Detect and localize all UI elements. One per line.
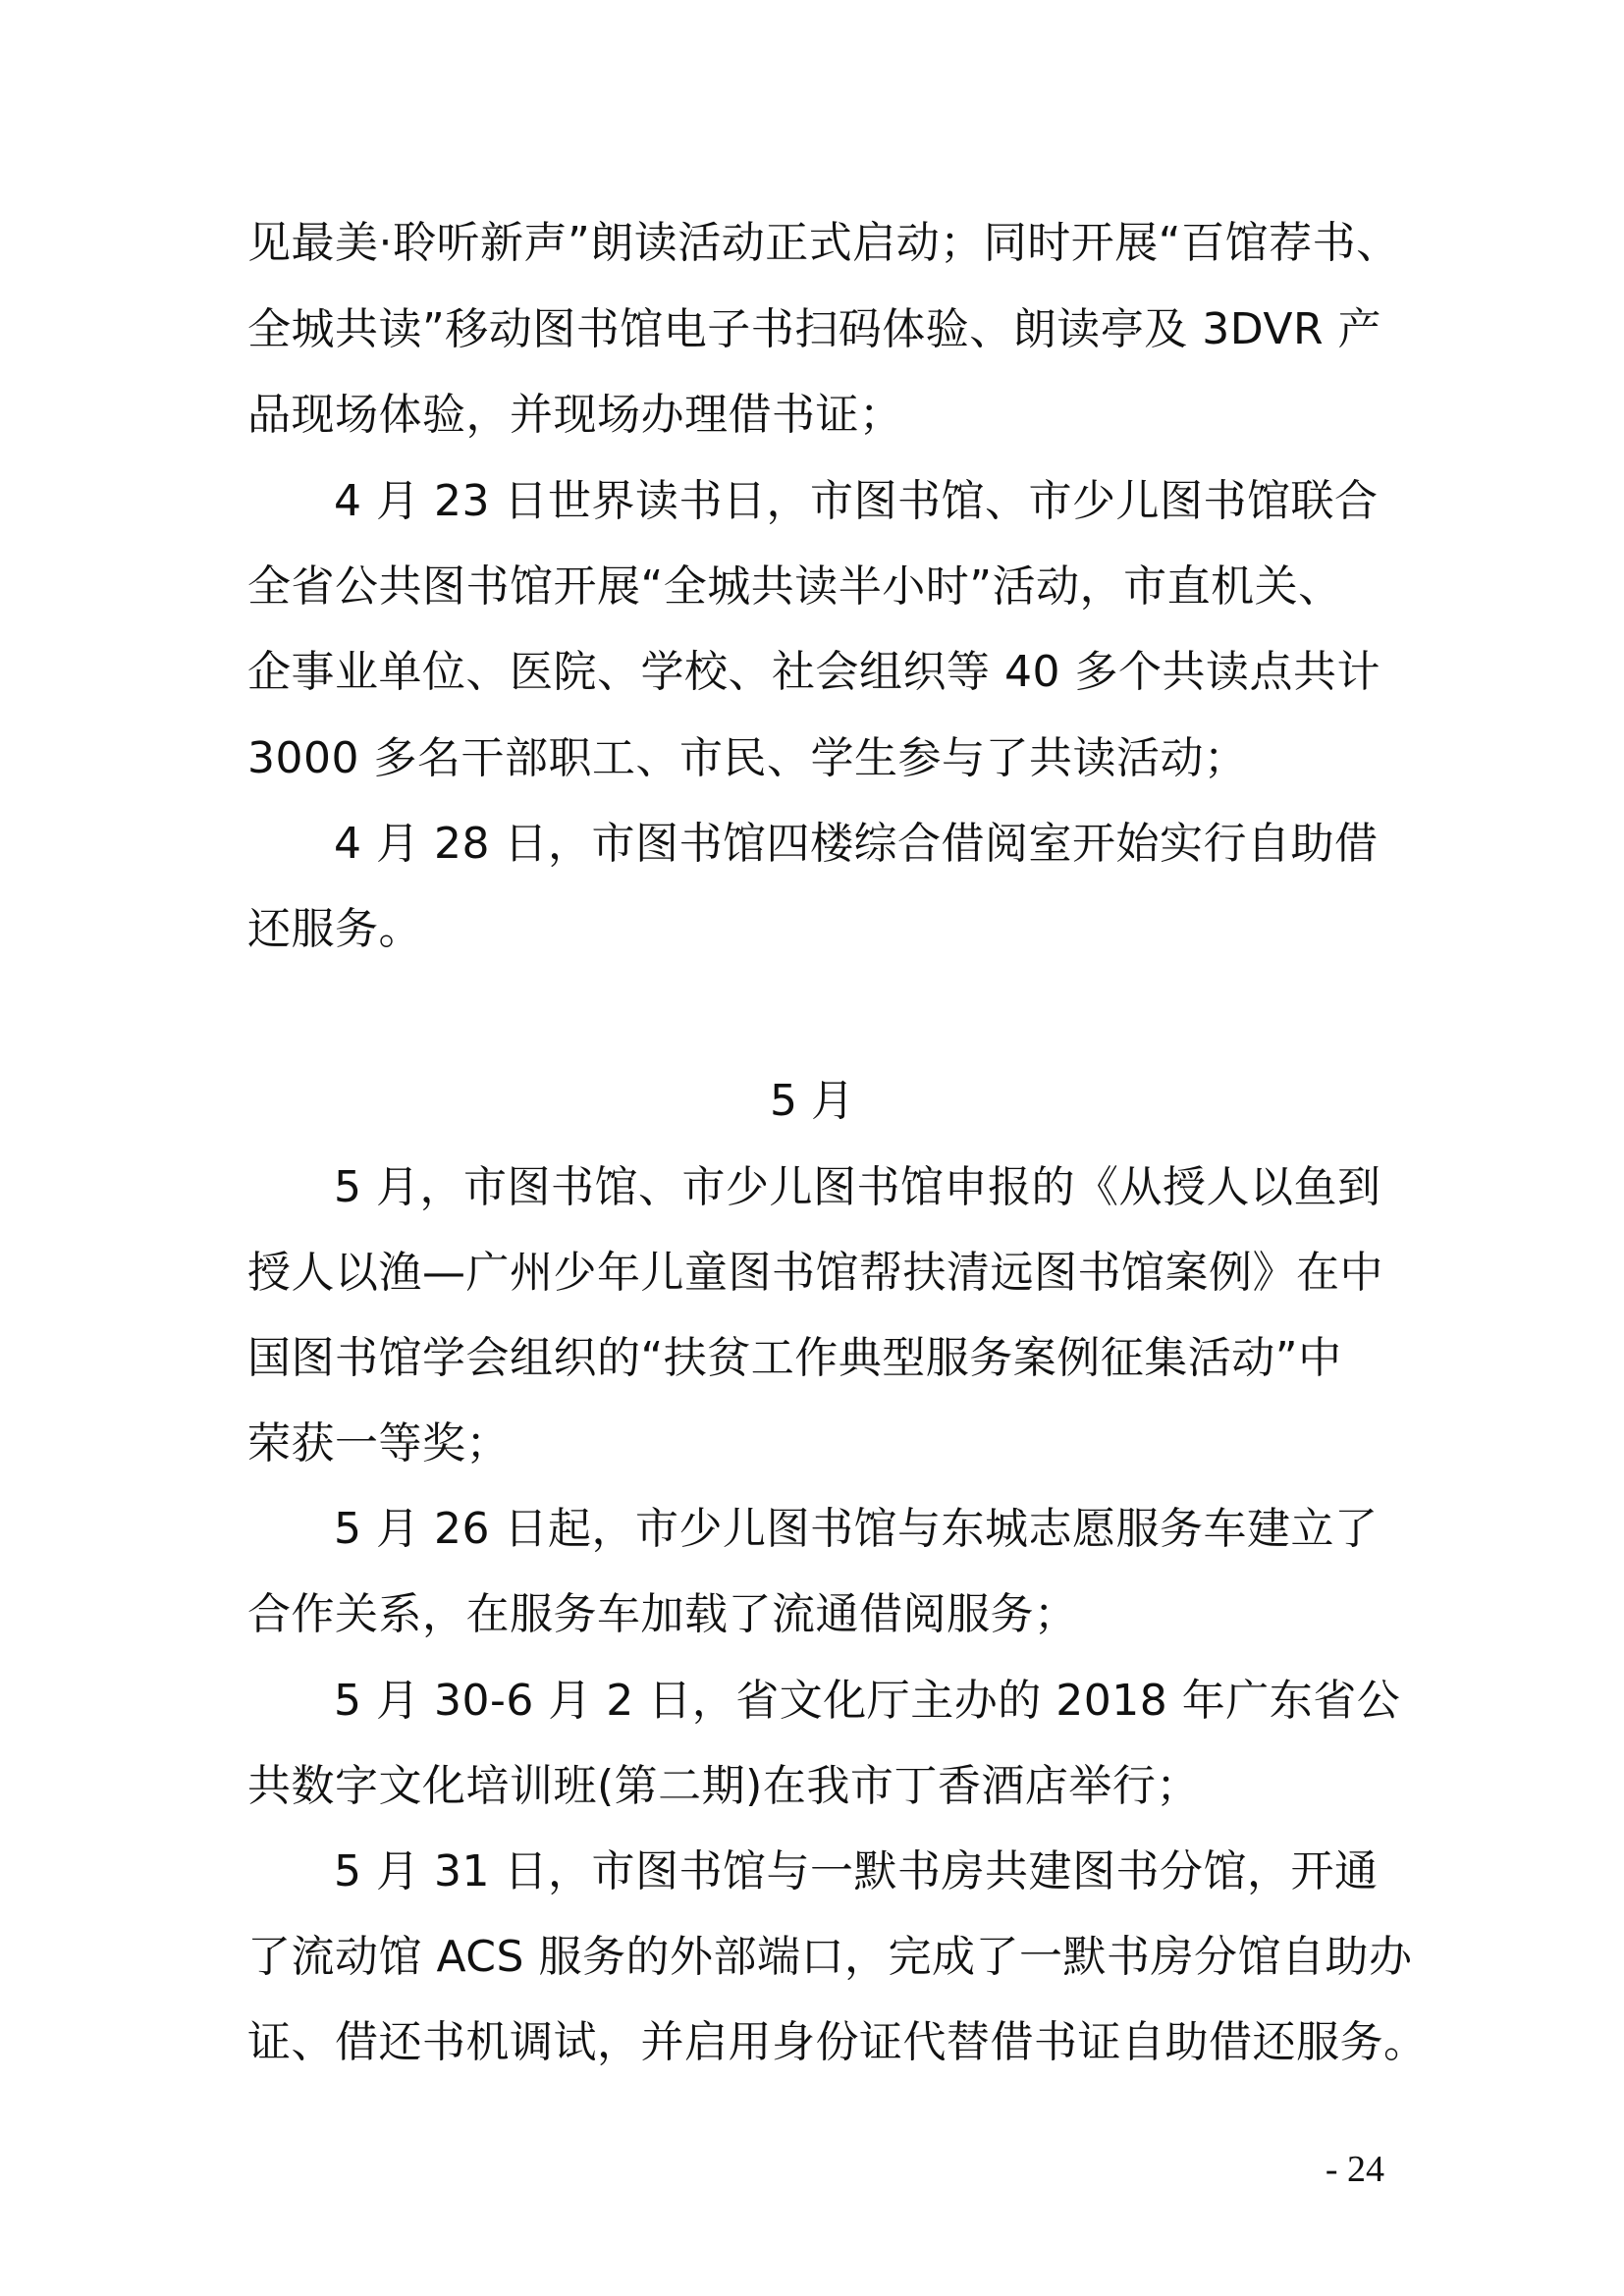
text-line: 授人以渔—广州少年儿童图书馆帮扶清远图书馆案例》在中: [247, 1248, 1383, 1298]
text-line: 3000 多名干部职工、市民、学生参与了共读活动；: [247, 733, 1248, 783]
text-line: 4 月 23 日世界读书日，市图书馆、市少儿图书馆联合: [334, 476, 1379, 526]
text-line: 5 月 31 日，市图书馆与一默书房共建图书分馆，开通: [334, 1846, 1379, 1896]
text-line: 品现场体验，并现场办理借书证；: [247, 390, 903, 440]
text-line: 还服务。: [247, 904, 422, 954]
text-line: 国图书馆学会组织的“扶贫工作典型服务案例征集活动”中: [247, 1333, 1342, 1383]
text-line: 企事业单位、医院、学校、社会组织等 40 多个共读点共计: [247, 647, 1380, 697]
text-line: 了流动馆 ACS 服务的外部端口，完成了一默书房分馆自助办: [247, 1932, 1413, 1982]
text-line: 证、借还书机调试，并启用身份证代替借书证自助借还服务。: [247, 2017, 1428, 2067]
text-line: 合作关系，在服务车加载了流通借阅服务；: [247, 1589, 1078, 1639]
text-line: 5 月 30-6 月 2 日，省文化厅主办的 2018 年广东省公: [334, 1676, 1401, 1726]
text-line: 4 月 28 日，市图书馆四楼综合借阅室开始实行自助借: [334, 819, 1379, 869]
text-line: 5 月 26 日起，市少儿图书馆与东城志愿服务车建立了: [334, 1504, 1379, 1554]
text-line: 见最美·聆听新声”朗读活动正式启动；同时开展“百馆荐书、: [247, 218, 1400, 268]
text-line: 全城共读”移动图书馆电子书扫码体验、朗读亭及 3DVR 产: [247, 304, 1382, 354]
text-line: 全省公共图书馆开展“全城共读半小时”活动，市直机关、: [247, 561, 1342, 612]
section-heading: 5 月: [770, 1076, 854, 1126]
page-number: - 24: [1325, 2149, 1384, 2190]
text-line: 共数字文化培训班(第二期)在我市丁香酒店举行；: [247, 1761, 1200, 1811]
text-line: 荣获一等奖；: [247, 1418, 510, 1468]
text-line: 5 月，市图书馆、市少儿图书馆申报的《从授人以鱼到: [334, 1162, 1381, 1212]
